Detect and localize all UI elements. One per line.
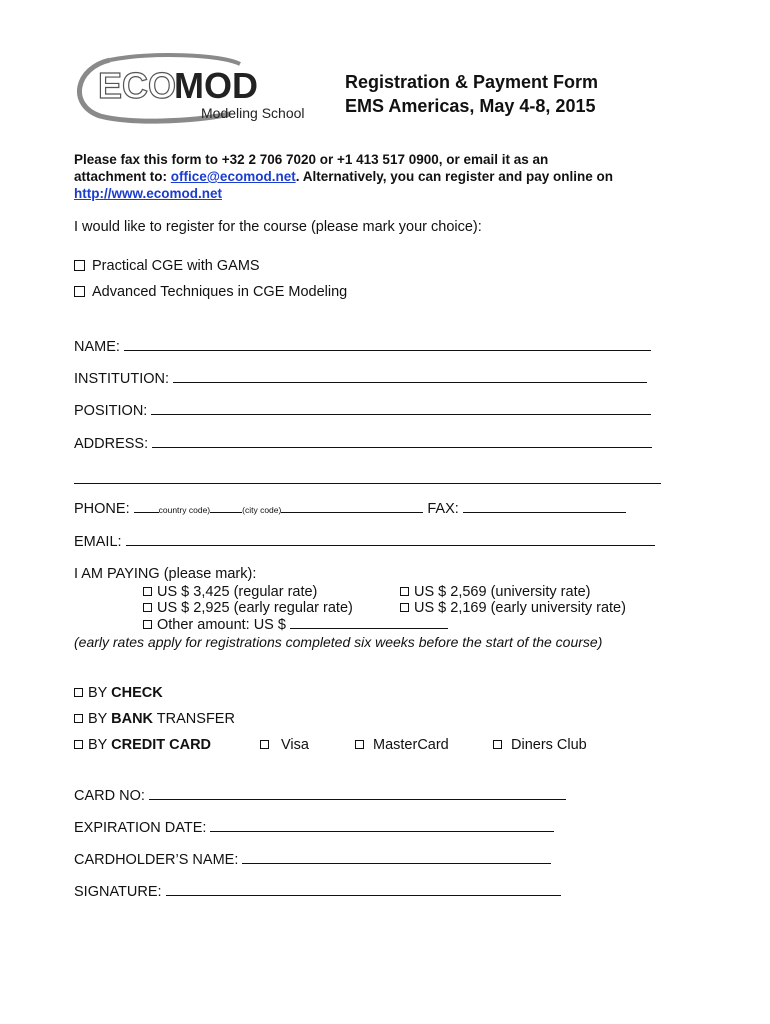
checkbox[interactable] [493, 740, 502, 749]
rate-regular[interactable] [143, 584, 317, 600]
card-mastercard[interactable] [355, 737, 449, 753]
expiration-field[interactable] [210, 830, 554, 832]
bank-label: BANK [111, 711, 154, 727]
rate-regular-label: US $ 3,425 (regular rate) [157, 584, 318, 600]
email-row [74, 534, 655, 550]
logo-brand-bold: MOD [174, 65, 258, 106]
method-credit-card[interactable] [74, 737, 211, 753]
rate-early-regular[interactable] [143, 600, 353, 616]
card-number-label: CARD NO: [74, 788, 145, 804]
name-label: NAME: [74, 339, 120, 355]
position-row [74, 403, 651, 419]
logo-swoosh-icon [70, 50, 330, 130]
checkbox[interactable] [74, 688, 83, 697]
form-title: Registration & Payment Form [345, 72, 599, 92]
method-bank[interactable] [74, 711, 235, 727]
logo-tagline: Modeling School [201, 105, 305, 121]
expiration-row [74, 820, 554, 836]
address-field[interactable] [152, 446, 652, 448]
checkbox[interactable] [74, 260, 85, 271]
name-row [74, 339, 651, 355]
address-label: ADDRESS: [74, 436, 149, 452]
expiration-label: EXPIRATION DATE: [74, 820, 207, 836]
by-label: BY [88, 711, 108, 727]
rate-other[interactable] [143, 617, 448, 633]
paying-heading: I AM PAYING (please mark): [74, 566, 257, 582]
checkbox[interactable] [260, 740, 269, 749]
institution-row [74, 371, 647, 387]
fax-field[interactable] [463, 511, 626, 513]
event-title: EMS Americas, May 4-8, 2015 [345, 96, 596, 116]
intro-suffix: . Alternatively, you can register and pay online on [295, 169, 614, 184]
course-prompt: I would like to register for the course (please mark your choice): [74, 219, 482, 235]
course-option-1[interactable] [74, 258, 260, 274]
checkbox[interactable] [143, 620, 152, 629]
transfer-label: TRANSFER [156, 711, 235, 727]
phone-field[interactable] [281, 511, 423, 513]
email-field[interactable] [126, 544, 655, 546]
card-mastercard-label: MasterCard [373, 737, 449, 753]
address-field-line-2[interactable] [74, 483, 661, 484]
course-option-2[interactable] [74, 284, 347, 300]
checkbox[interactable] [400, 587, 409, 596]
checkbox[interactable] [400, 603, 409, 612]
phone-row [74, 501, 626, 517]
card-visa[interactable] [260, 737, 309, 753]
email-label: EMAIL: [74, 534, 122, 550]
country-code-field[interactable] [134, 511, 159, 513]
checkbox[interactable] [355, 740, 364, 749]
fax-label: FAX: [427, 501, 459, 517]
cardholder-field[interactable] [242, 862, 551, 864]
checkbox[interactable] [143, 603, 152, 612]
name-field[interactable] [124, 349, 651, 351]
by-label: BY [88, 685, 108, 701]
rate-early-university-label: US $ 2,169 (early university rate) [414, 600, 626, 616]
intro-line-1: Please fax this form to +32 2 706 7020 or +1 413 517 0900, or email it as an [74, 152, 549, 167]
cardholder-row [74, 852, 551, 868]
by-label: BY [88, 737, 108, 753]
signature-field[interactable] [166, 894, 561, 896]
card-visa-label: Visa [281, 737, 309, 753]
card-number-field[interactable] [149, 798, 566, 800]
other-amount-field[interactable] [290, 627, 448, 629]
city-code-field[interactable] [210, 511, 242, 513]
card-diners-label: Diners Club [511, 737, 587, 753]
logo-brand-light: ECO [98, 65, 177, 106]
checkbox[interactable] [74, 286, 85, 297]
intro-line-3 [74, 186, 222, 201]
website-link[interactable]: http://www.ecomod.net [74, 186, 222, 201]
ecomod-logo [70, 50, 330, 130]
card-diners[interactable] [493, 737, 587, 753]
intro-line-2 [74, 169, 613, 184]
position-field[interactable] [151, 413, 651, 415]
course-option-label: Advanced Techniques in CGE Modeling [92, 284, 348, 300]
intro-prefix: attachment to: [74, 169, 171, 184]
card-number-row [74, 788, 566, 804]
address-row [74, 436, 652, 452]
institution-field[interactable] [173, 381, 647, 383]
method-check[interactable] [74, 685, 163, 701]
rate-early-university[interactable] [400, 600, 626, 616]
signature-label: SIGNATURE: [74, 884, 162, 900]
check-label: CHECK [111, 685, 163, 701]
rate-early-regular-label: US $ 2,925 (early regular rate) [157, 600, 353, 616]
credit-card-label: CREDIT CARD [111, 737, 212, 753]
signature-row [74, 884, 561, 900]
email-link[interactable]: office@ecomod.net [170, 169, 296, 184]
early-rate-note: (early rates apply for registrations completed six weeks before the start of the course) [74, 634, 603, 650]
checkbox[interactable] [74, 740, 83, 749]
phone-label: PHONE: [74, 501, 130, 517]
rate-university[interactable] [400, 584, 591, 600]
cardholder-label: CARDHOLDER’S NAME: [74, 852, 239, 868]
city-code-hint: (city code) [242, 505, 282, 515]
checkbox[interactable] [74, 714, 83, 723]
position-label: POSITION: [74, 403, 148, 419]
rate-university-label: US $ 2,569 (university rate) [414, 584, 591, 600]
rate-other-label: Other amount: US $ [157, 617, 286, 633]
course-option-label: Practical CGE with GAMS [92, 258, 260, 274]
country-code-hint: country code) [158, 505, 211, 515]
checkbox[interactable] [143, 587, 152, 596]
institution-label: INSTITUTION: [74, 371, 170, 387]
